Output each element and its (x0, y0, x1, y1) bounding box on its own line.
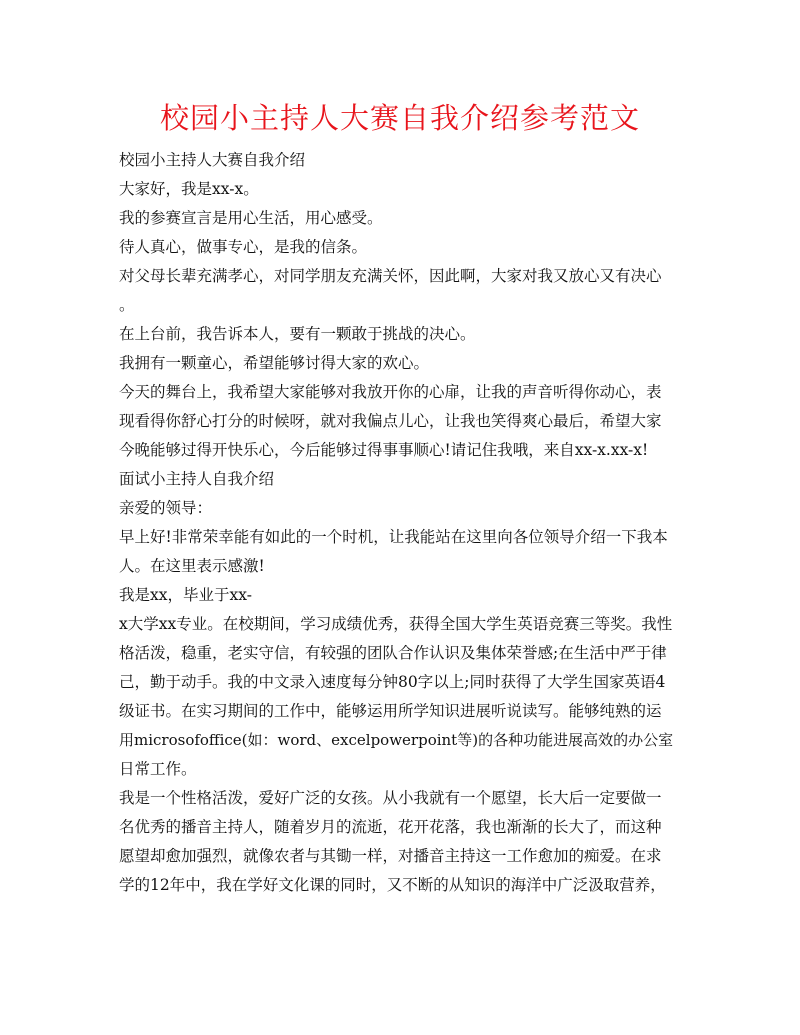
text-line: 学的12年中，我在学好文化课的同时，又不断的从知识的海洋中广泛汲取营养， (119, 876, 666, 894)
text-line: 面试小主持人自我介绍 (119, 470, 275, 488)
text-line: 早上好!非常荣幸能有如此的一个时机，让我能站在这里向各位领导介绍一下我本 (119, 528, 668, 546)
text-line: 日常工作。 (119, 760, 197, 778)
text-line: x大学xx专业。在校期间，学习成绩优秀，获得全国大学生英语竞赛三等奖。我性 (119, 615, 673, 633)
text-line: 己，勤于动手。我的中文录入速度每分钟80字以上;同时获得了大学生国家英语4 (119, 673, 666, 691)
text-line: 。 (119, 296, 135, 314)
text-line: 名优秀的播音主持人，随着岁月的流逝，花开花落，我也渐渐的长大了，而这种 (119, 818, 662, 836)
document-title: 校园小主持人大赛自我介绍参考范文 (159, 101, 640, 135)
text-line: 我是xx，毕业于xx- (119, 586, 252, 604)
text-line: 我的参赛宣言是用心生活，用心感受。 (119, 209, 383, 227)
text-line: 待人真心，做事专心，是我的信条。 (119, 238, 368, 256)
text-line: 今晚能够过得开快乐心，今后能够过得事事顺心!请记住我哦，来自xx-x.xx-x! (119, 441, 649, 459)
text-line: 用microsofoffice(如：word、excelpowerpoint等)的各种功能进展高效的办公室 (119, 731, 674, 749)
text-line: 校园小主持人大赛自我介绍 (119, 151, 306, 169)
text-line: 我拥有一颗童心，希望能够讨得大家的欢心。 (119, 354, 430, 372)
text-line: 级证书。在实习期间的工作中，能够运用所学知识进展听说读写。能够纯熟的运 (119, 702, 662, 720)
document-body (119, 146, 681, 900)
text-line: 亲爱的领导： (119, 499, 213, 517)
text-line: 愿望却愈加强烈，就像农者与其锄一样，对播音主持这一工作愈加的痴爱。在求 (119, 847, 662, 865)
text-line: 我是一个性格活泼，爱好广泛的女孩。从小我就有一个愿望，长大后一定要做一 (119, 789, 662, 807)
text-line: 今天的舞台上，我希望大家能够对我放开你的心扉，让我的声音听得你动心，表 (119, 383, 662, 401)
text-line: 现看得你舒心打分的时候呀，就对我偏点儿心，让我也笑得爽心最后，希望大家 (119, 412, 662, 430)
text-line: 人。在这里表示感激! (119, 557, 265, 575)
text-line: 格活泼，稳重，老实守信，有较强的团队合作认识及集体荣誉感;在生活中严于律 (119, 644, 667, 662)
text-line: 对父母长辈充满孝心，对同学朋友充满关怀，因此啊，大家对我又放心又有决心 (119, 267, 662, 285)
text-line: 大家好，我是xx-x。 (119, 180, 259, 198)
text-line: 在上台前，我告诉本人，要有一颗敢于挑战的决心。 (119, 325, 476, 343)
